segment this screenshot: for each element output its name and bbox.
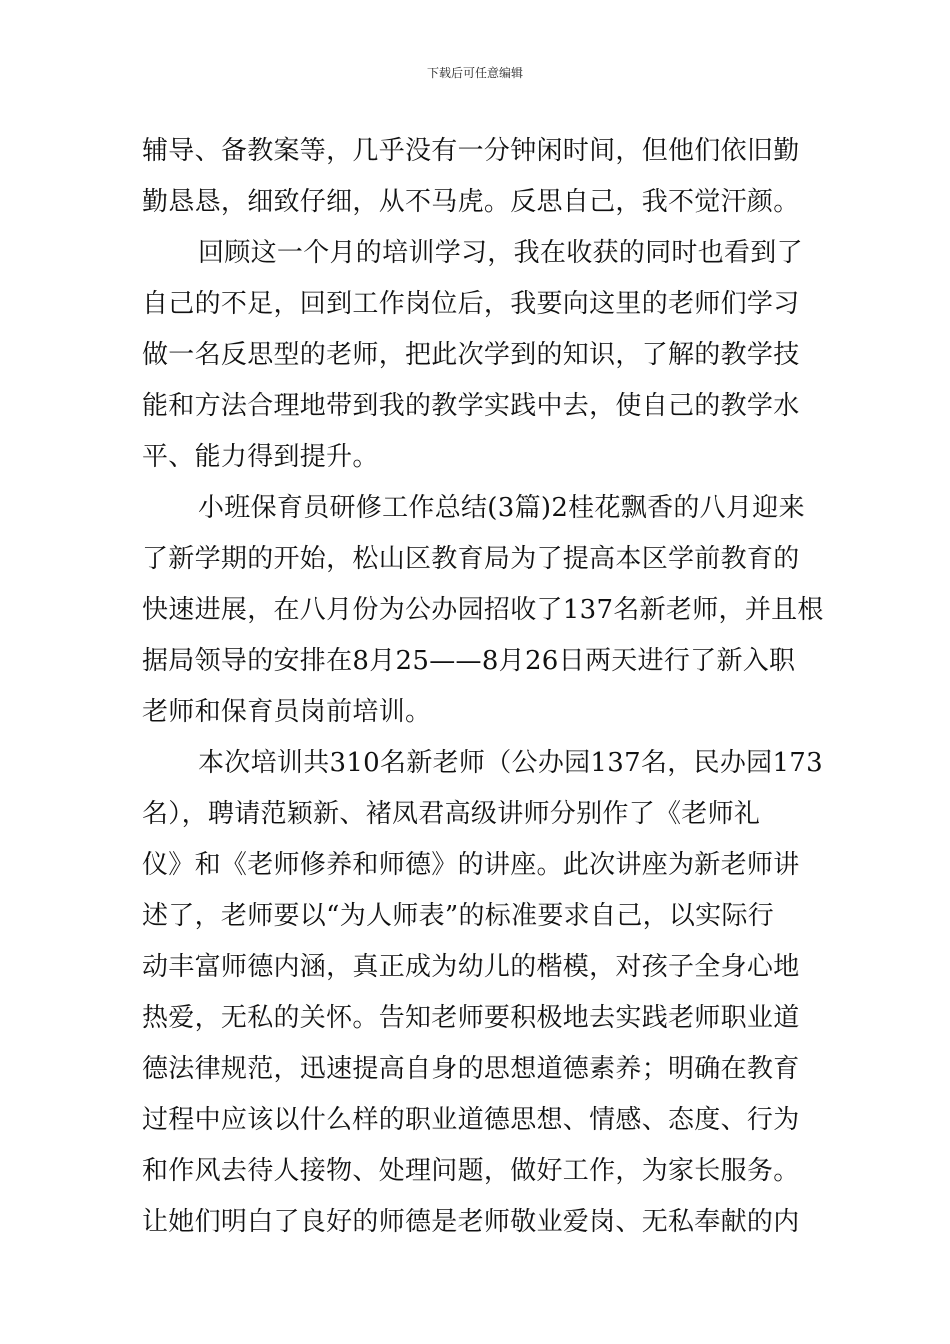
text-line: 过程中应该以什么样的职业道德思想、情感、态度、行为 (142, 1105, 800, 1135)
text-line: 平、能力得到提升。 (142, 442, 379, 472)
text-line: 本次培训共310名新老师（公办园137名，民办园173 (198, 748, 823, 778)
text-line: 老师和保育员岗前培训。 (142, 697, 432, 727)
page-header-caption: 下载后可任意编辑 (426, 66, 523, 80)
document-body (142, 126, 824, 1248)
text-line: 了新学期的开始，松山区教育局为了提高本区学前教育的 (142, 544, 800, 574)
text-line: 仪》和《老师修养和师德》的讲座。此次讲座为新老师讲 (142, 850, 800, 880)
text-line: 动丰富师德内涵，真正成为幼儿的楷模，对孩子全身心地 (142, 952, 800, 982)
text-line: 据局领导的安排在8月25——8月26日两天进行了新入职 (142, 646, 796, 676)
text-line: 热爱，无私的关怀。告知老师要积极地去实践老师职业道 (142, 1003, 800, 1033)
text-line: 德法律规范，迅速提高自身的思想道德素养；明确在教育 (142, 1054, 800, 1084)
text-line: 小班保育员研修工作总结(3篇)2桂花飘香的八月迎来 (198, 493, 805, 523)
text-line: 述了，老师要以“为人师表”的标准要求自己，以实际行 (142, 901, 775, 931)
text-line: 和作风去待人接物、处理问题，做好工作，为家长服务。 (142, 1156, 800, 1186)
text-line: 让她们明白了良好的师德是老师敬业爱岗、无私奉献的内 (142, 1207, 800, 1237)
text-line: 做一名反思型的老师，把此次学到的知识，了解的教学技 (142, 340, 800, 370)
text-line: 名），聘请范颖新、褚凤君高级讲师分别作了《老师礼 (142, 799, 761, 829)
text-line: 辅导、备教案等，几乎没有一分钟闲时间，但他们依旧勤 (142, 136, 800, 166)
text-line: 自己的不足，回到工作岗位后，我要向这里的老师们学习 (142, 289, 800, 319)
text-line: 快速进展，在八月份为公办园招收了137名新老师，并且根 (142, 595, 824, 625)
text-line: 回顾这一个月的培训学习，我在收获的同时也看到了 (198, 238, 803, 268)
text-line: 勤恳恳，细致仔细，从不马虎。反思自己，我不觉汗颜。 (142, 187, 800, 217)
text-line: 能和方法合理地带到我的教学实践中去，使自己的教学水 (142, 391, 800, 421)
